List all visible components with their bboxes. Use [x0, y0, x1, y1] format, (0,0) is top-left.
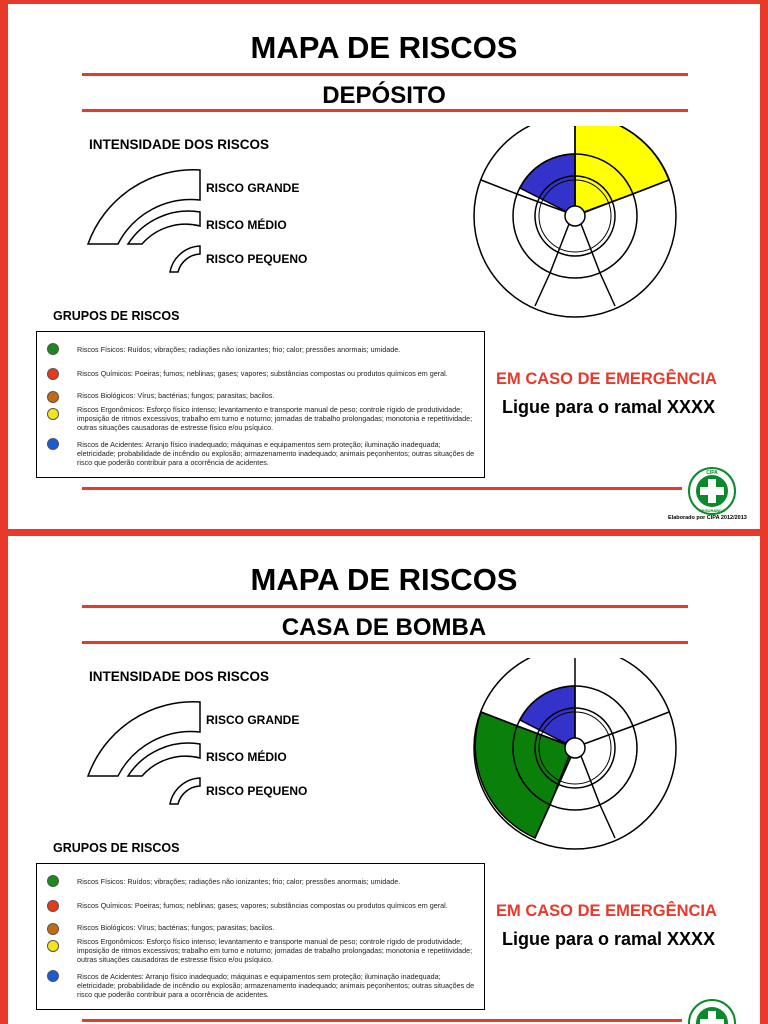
group-name: Riscos Químicos	[77, 369, 131, 378]
intensity-label-large: RISCO GRANDE	[206, 713, 300, 727]
group-name: Riscos Físicos	[77, 877, 124, 886]
emergency-title: EM CASO DE EMERGÊNCIA	[496, 902, 717, 920]
group-name: Riscos Biológicos	[77, 923, 134, 932]
intensity-arcs-icon	[78, 162, 208, 280]
risk-groups-legend: Riscos Físicos: Ruídos; vibrações; radiações não ionizantes; frio; calor; pressões anormais; umidade. Riscos Químicos: Poeiras; fumos; neblinas; gases; vapores; substâncias compostas ou produtos químicos em geral. Riscos Biológicos: Vírus; bactérias; fungos; parasitas; bacilos. Riscos Ergonômicos: Esforço físico intenso; levantamento e transporte manual de peso; controle rígido de produtividade; imposição de ritmos excessivos; trabalho em turno e noturno; jornadas de trabalho prolongadas; monotonia e repetitividade; outras situações causadoras de estresse físico e/ou psíquico. Riscos de Acidentes: Arranjo físico inadequado; máquinas e equipamentos sem proteção; iluminação inadequada; eletricidade; probabilidade de incêndio ou explosão; armazenamento inadequado; animais peçonhentos; outras situações de risco que poderão contribuir para a ocorrência de acidentes.	[36, 331, 485, 478]
credit-text: Elaborado por CIPA 2012/2013	[668, 515, 747, 521]
location-subtitle: CASA DE BOMBA	[281, 614, 487, 641]
logo-bottom-text: SEGURANÇA	[699, 508, 725, 513]
divider	[82, 73, 688, 76]
red-dot-icon	[47, 900, 59, 912]
yellow-dot-icon	[47, 940, 59, 952]
group-desc: Ruídos; vibrações; radiações não ionizantes; frio; calor; pressões anormais; umidade.	[127, 345, 401, 354]
group-name: Riscos Ergonômicos	[77, 405, 143, 414]
risk-map-card-casa-de-bomba	[8, 536, 760, 1024]
group-desc: Poeiras; fumos; neblinas; gases; vapores; substâncias compostas ou produtos químicos em geral.	[134, 901, 448, 910]
groups-title: GRUPOS DE RISCOS	[53, 309, 180, 323]
intensity-label-small: RISCO PEQUENO	[206, 252, 308, 266]
group-name: Riscos Físicos	[77, 345, 124, 354]
group-desc: Vírus; bactérias; fungos; parasitas; bacilos.	[137, 923, 275, 932]
intensity-label-small: RISCO PEQUENO	[206, 784, 308, 798]
divider	[82, 487, 682, 490]
location-subtitle: DEPÓSITO	[322, 82, 446, 109]
emergency-title: EM CASO DE EMERGÊNCIA	[496, 370, 717, 388]
logo-top-text: CIPA	[706, 470, 718, 476]
group-name: Riscos de Acidentes	[77, 972, 142, 981]
divider	[82, 641, 688, 644]
group-name: Riscos Biológicos	[77, 391, 134, 400]
page-title: MAPA DE RISCOS	[250, 562, 518, 597]
green-dot-icon	[47, 875, 59, 887]
divider	[82, 605, 688, 608]
green-dot-icon	[47, 343, 59, 355]
group-name: Riscos de Acidentes	[77, 440, 142, 449]
page-title: MAPA DE RISCOS	[250, 30, 518, 65]
group-desc: Vírus; bactérias; fungos; parasitas; bacilos.	[137, 391, 275, 400]
intensity-label-medium: RISCO MÉDIO	[206, 218, 287, 232]
group-desc: Poeiras; fumos; neblinas; gases; vapores; substâncias compostas ou produtos químicos em geral.	[134, 369, 448, 378]
cipa-cross-icon	[688, 467, 736, 515]
risk-map-card-deposito	[8, 4, 760, 529]
blue-dot-icon	[47, 970, 59, 982]
intensity-label-large: RISCO GRANDE	[206, 181, 300, 195]
yellow-dot-icon	[47, 408, 59, 420]
intensity-title: INTENSIDADE DOS RISCOS	[89, 137, 270, 152]
groups-title: GRUPOS DE RISCOS	[53, 841, 180, 855]
group-desc: Esforço físico intenso; levantamento e transporte manual de peso; controle rígido de produtividade; imposição de ritmos excessivos; trabalho em turno e noturno; jornadas de trabalho prolongadas; monotonia e repetitividade; outras situações causadoras de estresse físico e/ou psíquico.	[77, 405, 473, 433]
risk-circle-diagram	[473, 658, 678, 850]
divider	[82, 1019, 682, 1022]
intensity-title: INTENSIDADE DOS RISCOS	[89, 669, 270, 684]
group-desc: Ruídos; vibrações; radiações não ionizantes; frio; calor; pressões anormais; umidade.	[127, 877, 401, 886]
brown-dot-icon	[47, 923, 59, 935]
group-name: Riscos Químicos	[77, 901, 131, 910]
brown-dot-icon	[47, 391, 59, 403]
blue-dot-icon	[47, 438, 59, 450]
group-name: Riscos Ergonômicos	[77, 937, 143, 946]
intensity-label-medium: RISCO MÉDIO	[206, 750, 287, 764]
group-desc: Arranjo físico inadequado; máquinas e equipamentos sem proteção; iluminação inadequada; eletricidade; probabilidade de incêndio ou explosão; armazenamento inadequado; animais peçonhentos; outras situações de risco que poderão contribuir para a ocorrência de acidentes.	[77, 972, 475, 1000]
group-desc: Esforço físico intenso; levantamento e transporte manual de peso; controle rígido de produtividade; imposição de ritmos excessivos; trabalho em turno e noturno; jornadas de trabalho prolongadas; monotonia e repetitividade; outras situações causadoras de estresse físico e/ou psíquico.	[77, 937, 473, 965]
intensity-arcs-icon	[78, 694, 208, 812]
group-desc: Arranjo físico inadequado; máquinas e equipamentos sem proteção; iluminação inadequada; eletricidade; probabilidade de incêndio ou explosão; armazenamento inadequado; animais peçonhentos; outras situações de risco que poderão contribuir para a ocorrência de acidentes.	[77, 440, 475, 468]
emergency-phone: Ligue para o ramal XXXX	[502, 397, 716, 417]
divider	[82, 109, 688, 112]
risk-circle-diagram	[473, 126, 678, 318]
red-dot-icon	[47, 368, 59, 380]
emergency-phone: Ligue para o ramal XXXX	[502, 929, 716, 949]
cipa-cross-icon	[688, 999, 736, 1024]
risk-groups-legend: Riscos Físicos: Ruídos; vibrações; radiações não ionizantes; frio; calor; pressões anormais; umidade. Riscos Químicos: Poeiras; fumos; neblinas; gases; vapores; substâncias compostas ou produtos químicos em geral. Riscos Biológicos: Vírus; bactérias; fungos; parasitas; bacilos. Riscos Ergonômicos: Esforço físico intenso; levantamento e transporte manual de peso; controle rígido de produtividade; imposição de ritmos excessivos; trabalho em turno e noturno; jornadas de trabalho prolongadas; monotonia e repetitividade; outras situações causadoras de estresse físico e/ou psíquico. Riscos de Acidentes: Arranjo físico inadequado; máquinas e equipamentos sem proteção; iluminação inadequada; eletricidade; probabilidade de incêndio ou explosão; armazenamento inadequado; animais peçonhentos; outras situações de risco que poderão contribuir para a ocorrência de acidentes.	[36, 863, 485, 1010]
